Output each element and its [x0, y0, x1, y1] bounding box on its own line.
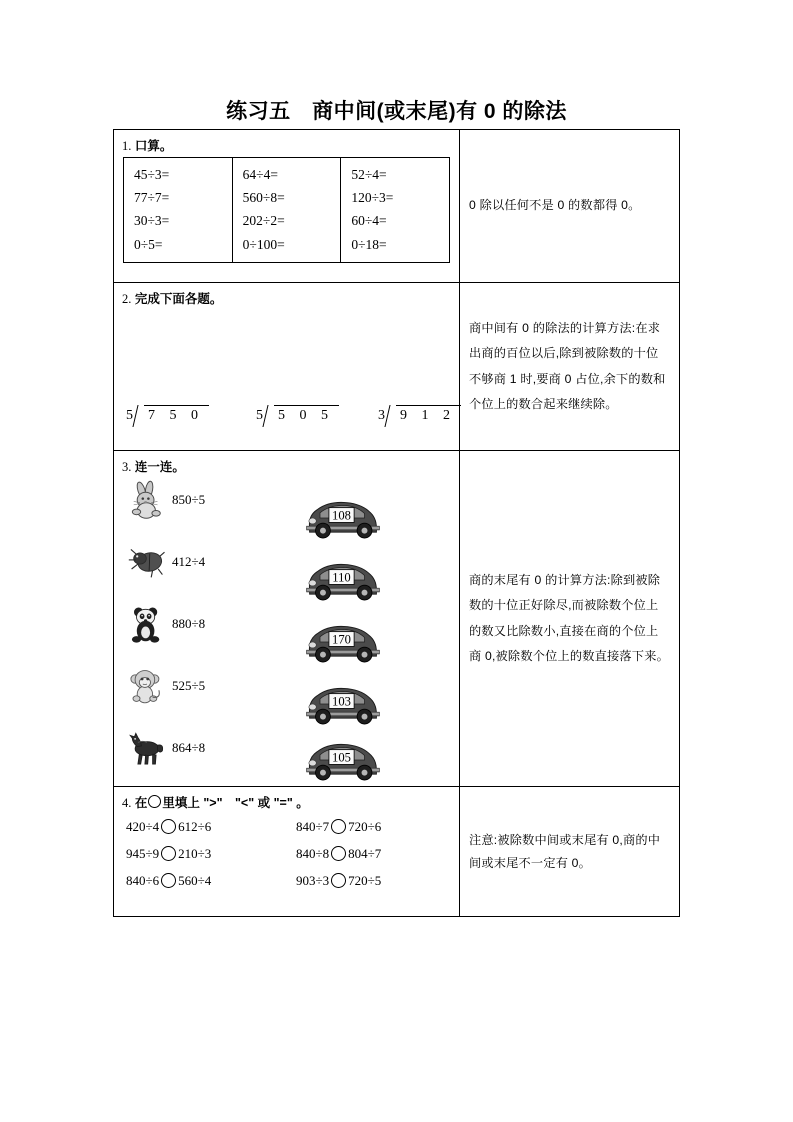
comparison-left: 840÷7 [296, 819, 330, 834]
match-left-item[interactable] [126, 477, 205, 523]
long-division-problem-2 [256, 345, 334, 425]
oral-problem: 64÷4= [242, 167, 278, 182]
table-row [114, 130, 679, 283]
oral-problem: 560÷8= [242, 190, 285, 206]
match-right-item[interactable] [302, 495, 384, 541]
comparison-row [114, 813, 460, 840]
question-3-cell [114, 451, 460, 786]
car-number: 108 [332, 508, 351, 523]
question-3-number: 3. [122, 460, 132, 474]
comparison-left: 420÷4 [126, 819, 160, 834]
dividend: 5 0 5 [274, 405, 339, 424]
comparison-pair[interactable] [114, 846, 274, 861]
oral-arithmetic-table [123, 157, 450, 263]
comparison-pair[interactable] [274, 846, 460, 861]
car-icon [302, 557, 384, 603]
note-1-text: 0 除以任何不是 0 的数都得 0。 [469, 198, 641, 213]
comparison-right: 720÷5 [348, 873, 382, 888]
monkey-icon [126, 665, 168, 707]
comparison-pair[interactable] [114, 873, 274, 888]
oral-problem: 120÷3= [351, 190, 394, 206]
exercise-table [113, 129, 680, 917]
oral-column-3 [341, 158, 449, 262]
note-2-text: 商中间有 0 的除法的计算方法:在求出商的百位以后,除到被除数的十位不够商 1 时,要商 0 占位,余下的数和个位上的数合起来继续除。 [469, 321, 666, 411]
matching-exercise [114, 475, 460, 785]
car-number: 103 [332, 694, 351, 709]
match-expression: 864÷8 [172, 740, 206, 755]
question-2-label: 完成下面各题。 [134, 292, 223, 306]
match-right-item[interactable] [302, 737, 384, 783]
long-division-problem-3 [378, 345, 456, 425]
match-expression: 850÷5 [172, 492, 206, 507]
table-row [114, 451, 679, 787]
match-left-item[interactable] [126, 601, 205, 647]
beetle-icon [126, 541, 168, 583]
car-icon [302, 619, 384, 665]
answer-circle[interactable] [331, 819, 346, 834]
oral-column-2 [233, 158, 342, 262]
comparison-right: 804÷7 [348, 846, 382, 861]
match-expression: 412÷4 [172, 554, 206, 569]
comparison-right: 210÷3 [178, 846, 212, 861]
question-4-label-pre: 在 [134, 796, 148, 810]
comparison-pair[interactable] [114, 819, 274, 834]
car-icon [302, 737, 384, 783]
comparison-row [114, 840, 460, 867]
dividend: 7 5 0 [144, 405, 209, 424]
match-left-item[interactable] [126, 725, 205, 771]
match-expression: 525÷5 [172, 678, 206, 693]
dividend: 9 1 2 [396, 405, 461, 424]
match-expression: 880÷8 [172, 616, 206, 631]
question-2-number: 2. [122, 292, 132, 306]
question-3-heading [114, 451, 459, 475]
note-4-text: 注意:被除数中间或末尾有 0,商的中间或末尾不一定有 0。 [469, 832, 661, 870]
oral-problem: 202÷2= [242, 213, 285, 229]
comparison-pair[interactable] [274, 819, 460, 834]
question-4-cell [114, 787, 460, 916]
note-2-cell [460, 283, 679, 450]
car-icon [302, 681, 384, 727]
answer-circle[interactable] [331, 846, 346, 861]
comparison-exercise [114, 813, 460, 894]
oral-problem: 45÷3= [134, 167, 170, 182]
comparison-row [114, 867, 460, 894]
oral-problem: 0÷5= [134, 236, 163, 252]
answer-circle[interactable] [161, 873, 176, 888]
long-division-problem-1 [126, 345, 204, 425]
table-row [114, 787, 679, 916]
rabbit-icon [126, 479, 168, 521]
comparison-right: 612÷6 [178, 819, 212, 834]
oral-problem: 77÷7= [134, 190, 170, 206]
car-icon [302, 495, 384, 541]
oral-problem: 0÷18= [351, 236, 387, 252]
question-4-heading [114, 787, 459, 811]
comparison-left: 840÷6 [126, 873, 160, 888]
divisor: 5 [126, 408, 133, 423]
question-2-cell [114, 283, 460, 450]
question-4-label-post: 里填上 ">" "<" 或 "=" 。 [162, 796, 309, 810]
match-right-item[interactable] [302, 619, 384, 665]
note-3-cell [460, 451, 679, 786]
page-title: 练习五 商中间(或末尾)有 0 的除法 [226, 100, 567, 123]
car-number: 105 [332, 750, 351, 765]
car-number: 110 [332, 570, 351, 585]
note-4-cell [460, 787, 679, 916]
question-1-cell [114, 130, 460, 282]
horse-icon [126, 727, 168, 769]
question-2-heading [114, 283, 459, 307]
divisor: 3 [378, 408, 385, 423]
circle-placeholder-icon [148, 795, 161, 808]
oral-problem: 0÷100= [242, 236, 285, 252]
question-1-label: 口算。 [134, 139, 173, 153]
car-number: 170 [332, 632, 351, 647]
oral-problem: 30÷3= [134, 213, 170, 229]
answer-circle[interactable] [161, 819, 176, 834]
answer-circle[interactable] [161, 846, 176, 861]
comparison-right: 720÷6 [348, 819, 382, 834]
question-1-number: 1. [122, 139, 132, 153]
comparison-right: 560÷4 [178, 873, 212, 888]
question-1-heading [114, 130, 459, 154]
oral-problem: 52÷4= [351, 167, 387, 182]
match-left-item[interactable] [126, 663, 205, 709]
match-left-item[interactable] [126, 539, 205, 585]
divisor: 5 [256, 408, 263, 423]
comparison-left: 945÷9 [126, 846, 160, 861]
comparison-left: 903÷3 [296, 873, 330, 888]
oral-problem: 60÷4= [351, 213, 387, 229]
question-3-label: 连一连。 [134, 460, 185, 474]
comparison-pair[interactable] [274, 873, 460, 888]
note-3-text: 商的末尾有 0 的计算方法:除到被除数的十位正好除尽,而被除数个位上的数又比除数小,直接在商的个位上商 0,被除数个位上的数直接落下来。 [469, 573, 669, 663]
panda-icon [126, 603, 168, 645]
answer-circle[interactable] [331, 873, 346, 888]
match-right-item[interactable] [302, 557, 384, 603]
match-right-item[interactable] [302, 681, 384, 727]
question-4-number: 4. [122, 796, 132, 810]
long-division-group [114, 345, 460, 423]
table-row [114, 283, 679, 451]
note-1-cell [460, 130, 679, 282]
comparison-left: 840÷8 [296, 846, 330, 861]
oral-column-1 [124, 158, 233, 262]
